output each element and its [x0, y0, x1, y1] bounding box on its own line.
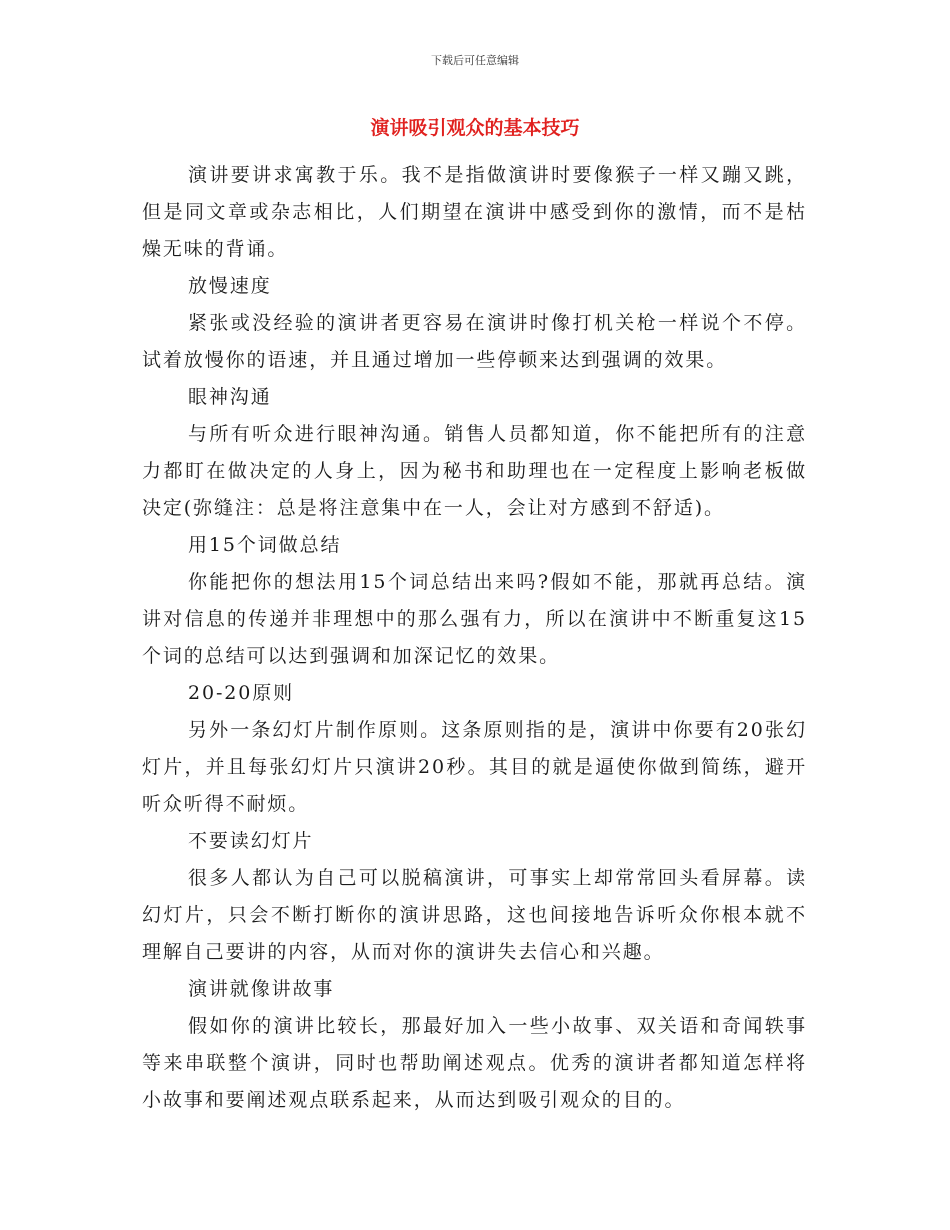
section-heading-dont-read-slides: 不要读幻灯片 [188, 830, 314, 852]
section-body-slow-down: 紧张或没经验的演讲者更容易在演讲时像打机关枪一样说个不停。试着放慢你的语速，并且通过增加一些停顿来达到强调的效果。 [142, 312, 807, 371]
section-heading-20-20-rule: 20-20原则 [188, 682, 295, 704]
intro-paragraph: 演讲要讲求寓教于乐。我不是指做演讲时要像猴子一样又蹦又跳，但是同文章或杂志相比，人们期望在演讲中感受到你的激情，而不是枯燥无味的背诵。 [142, 164, 807, 260]
section-body-20-20-rule: 另外一条幻灯片制作原则。这条原则指的是，演讲中你要有20张幻灯片，并且每张幻灯片只演讲20秒。其目的就是逼使你做到简练，避开听众听得不耐烦。 [142, 719, 807, 815]
section-heading-slow-down: 放慢速度 [188, 275, 272, 297]
section-heading-storytelling: 演讲就像讲故事 [188, 978, 335, 1000]
document-title: 演讲吸引观众的基本技巧 [370, 117, 580, 139]
section-body-dont-read-slides: 很多人都认为自己可以脱稿演讲，可事实上却常常回头看屏幕。读幻灯片，只会不断打断你的演讲思路，这也间接地告诉听众你根本就不理解自己要讲的内容，从而对你的演讲失去信心和兴趣。 [142, 867, 807, 963]
section-heading-eye-contact: 眼神沟通 [188, 386, 272, 408]
section-heading-15-words: 用15个词做总结 [188, 534, 342, 556]
section-body-eye-contact: 与所有听众进行眼神沟通。销售人员都知道，你不能把所有的注意力都盯在做决定的人身上，因为秘书和助理也在一定程度上影响老板做决定(弥缝注：总是将注意集中在一人，会让对方感到不舒适)。 [142, 423, 807, 519]
section-body-storytelling: 假如你的演讲比较长，那最好加入一些小故事、双关语和奇闻轶事等来串联整个演讲，同时也帮助阐述观点。优秀的演讲者都知道怎样将小故事和要阐述观点联系起来，从而达到吸引观众的目的。 [142, 1015, 807, 1111]
section-body-15-words: 你能把你的想法用15个词总结出来吗?假如不能，那就再总结。演讲对信息的传递并非理想中的那么强有力，所以在演讲中不断重复这15个词的总结可以达到强调和加深记忆的效果。 [142, 571, 807, 667]
page-header-note: 下载后可任意编辑 [431, 54, 519, 67]
document-body [142, 157, 807, 1119]
